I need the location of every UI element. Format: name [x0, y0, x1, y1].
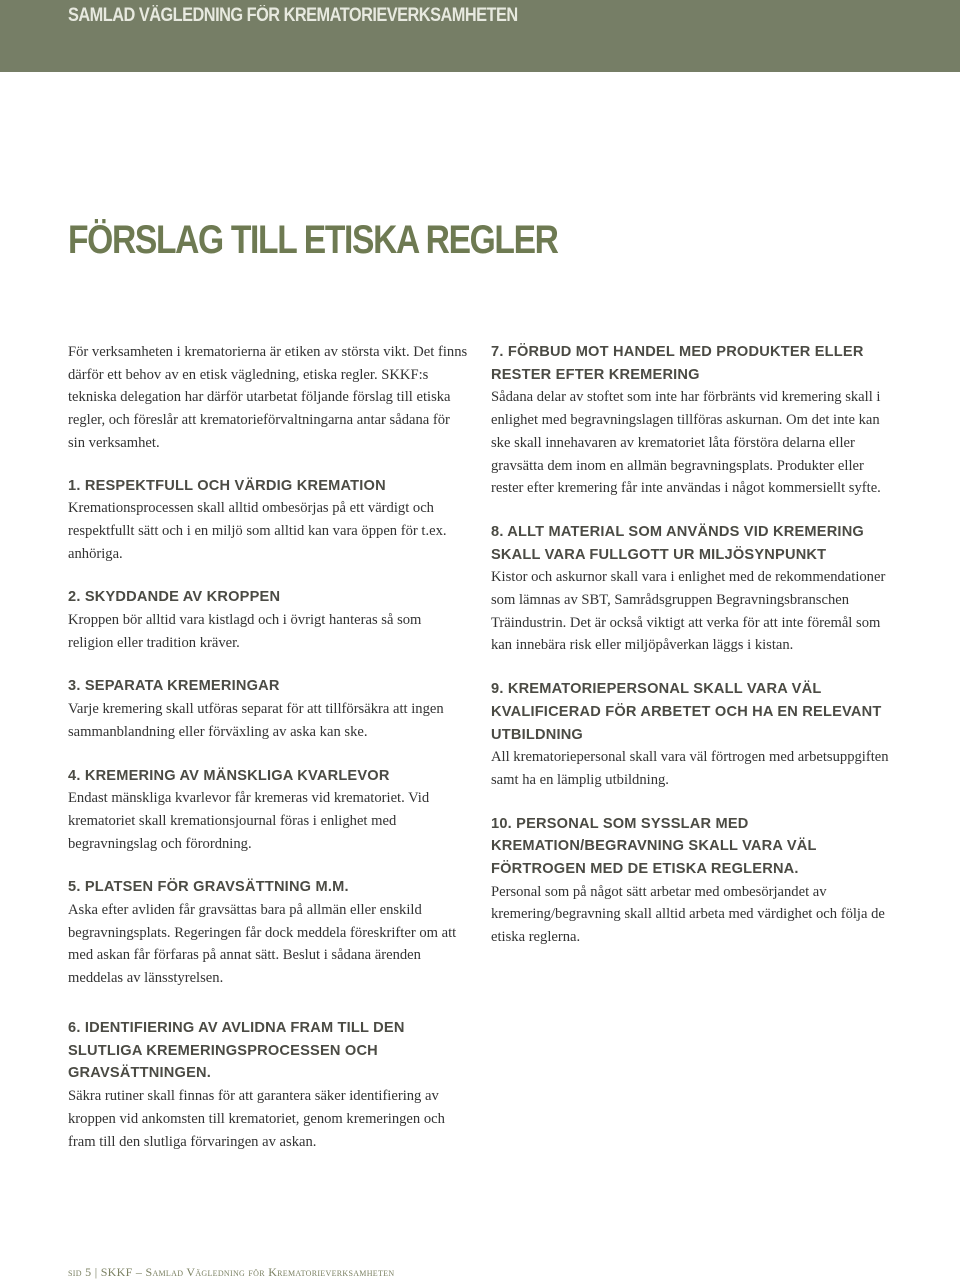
section-heading: 2. SKYDDANDE AV KROPPEN — [68, 589, 281, 606]
section-text: All krematoriepersonal skall vara väl förtrogen med arbetsuppgiften samt ha en lämplig utbildning. — [491, 749, 889, 788]
section-heading: 8. ALLT MATERIAL SOM ANVÄNDS VID KREMERING SKALL VARA FULLGOTT UR MILJÖSYNPUNKT — [491, 523, 864, 563]
page-title: FÖRSLAG TILL ETISKA REGLER — [68, 218, 558, 262]
section-heading: 7. FÖRBUD MOT HANDEL MED PRODUKTER ELLER RESTER EFTER KREMERING — [491, 344, 864, 383]
section-heading: 10. PERSONAL SOM SYSSLAR MED KREMATION/BEGRAVNING SKALL VARA VÄL FÖRTROGEN MED DE ETISKA REGLERNA. — [491, 815, 817, 878]
section-text: Säkra rutiner skall finnas för att garantera säker identifiering av kroppen vid ankomsten till krematoriet, genom kremeringen och fram till den slutliga förvaringen av askan. — [68, 1088, 445, 1150]
section-text: Sådana delar av stoftet som inte har förbränts vid kremering skall i enlighet med begravningslagen tillföras askurnan. Om det inte kan ske skall innehavaren av krematoriet låta förstöra delarna eller gravsätta dem inom en allmän begravningsplats. Produkter eller rester efter kremering får inte användas i något kommersiellt syfte. — [491, 389, 881, 497]
bottom-left-column — [68, 1017, 468, 1174]
section-heading: 6. IDENTIFIERING AV AVLIDNA FRAM TILL DEN SLUTLIGA KREMERINGSPROCESSEN OCH GRAVSÄTTNINGEN. — [68, 1020, 405, 1082]
section-heading: 9. KREMATORIEPERSONAL SKALL VARA VÄL KVALIFICERAD FÖR ARBETET OCH HA EN RELEVANT UTBILDNING — [491, 681, 882, 743]
section-5 — [68, 876, 468, 990]
section-10 — [491, 813, 891, 949]
section-heading: 5. PLATSEN FÖR GRAVSÄTTNING M.M. — [68, 879, 349, 896]
section-6 — [68, 1017, 468, 1153]
page-header-bar — [0, 0, 960, 72]
section-7 — [491, 341, 891, 500]
section-heading: 1. RESPEKTFULL OCH VÄRDIG KREMATION — [68, 477, 386, 494]
section-text: Aska efter avliden får gravsättas bara på allmän eller enskild begravningsplats. Regeringen får dock meddela föreskrifter om att med askan får förfaras på annat sätt. Beslut i sådana ärenden meddelas av länsstyrelsen. — [68, 902, 457, 987]
section-9 — [491, 678, 891, 792]
header-title: SAMLAD VÄGLEDNING FÖR KREMATORIEVERKSAMHETEN — [68, 5, 518, 26]
section-text: Kremationsprocessen skall alltid ombesörjas på ett värdigt och respektfullt sätt och i en miljö som alltid kan vara öppen för t.ex. anhöriga. — [68, 500, 447, 562]
section-heading: 3. SEPARATA KREMERINGAR — [68, 678, 280, 695]
left-column — [68, 341, 468, 1011]
section-text: Personal som på något sätt arbetar med ombesörjandet av kremering/begravning skall alltid arbeta med värdighet och följa de etiska reglerna. — [491, 883, 885, 946]
section-heading: 4. KREMERING AV MÄNSKLIGA KVARLEVOR — [68, 767, 390, 784]
section-3 — [68, 675, 468, 743]
section-text: Endast mänskliga kvarlevor får kremeras vid krematoriet. Vid krematoriet skall kremationsjournal föras i enlighet med begravningslag och förordning. — [68, 790, 430, 852]
section-text: Varje kremering skall utföras separat för att tillförsäkra att ingen sammanblandning eller förväxling av aska kan ske. — [68, 701, 444, 740]
intro-paragraph: För verksamheten i krematorierna är etiken av största vikt. Det finns därför ett behov av en etisk vägledning, etiska regler. SKKF:s tekniska delegation har därför utarbetat följande förslag till etiska regler, och föreslår att krematorieförvaltningarna antar sådana för sin verksamhet. — [68, 344, 468, 451]
section-1 — [68, 475, 468, 566]
section-4 — [68, 765, 468, 856]
right-column — [491, 341, 891, 970]
section-text: Kistor och askurnor skall vara i enlighet med de rekommendationer som lämnas av SBT, Samrådsgruppen Begravningsbranschen Träindustrin. Det är också viktigt att verka för att inte föremål som kan innebära risk eller miljöpåverkan läggs i kistan. — [491, 569, 886, 654]
section-8 — [491, 521, 891, 657]
section-text: Kroppen bör alltid vara kistlagd och i övrigt hanteras så som religion eller tradition kräver. — [68, 612, 422, 651]
section-2 — [68, 586, 468, 654]
page-footer: sid 5 | SKKF – Samlad Vägledning för Krematorieverksamheten — [68, 1265, 395, 1279]
